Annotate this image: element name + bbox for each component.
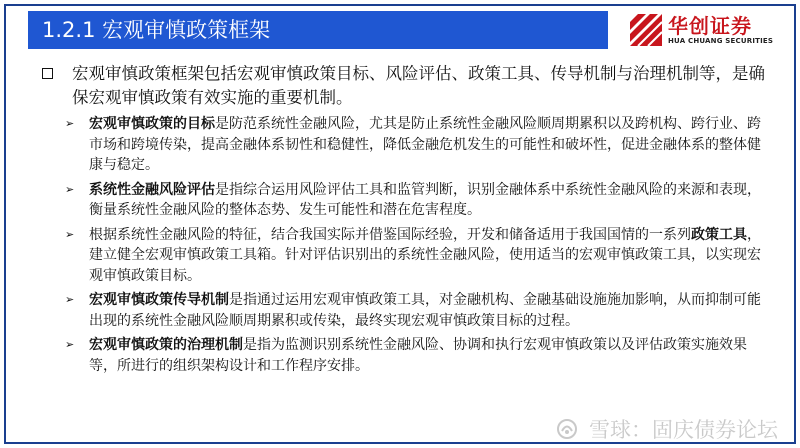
bullet-list xyxy=(40,114,770,376)
arrow-bullet-icon: ➢ xyxy=(65,293,75,306)
arrow-bullet-icon: ➢ xyxy=(65,338,75,351)
watermark xyxy=(556,414,778,444)
bullet-item-goal xyxy=(61,114,770,176)
bullet-text: 是指通过运用宏观审慎政策工具，对金融机构、金融基础设施施加影响，从而抑制可能出现的系统性金融风险顺周期累积或传染，最终实现宏观审慎政策目标的过程。 xyxy=(89,292,761,329)
slide-title xyxy=(28,11,608,49)
slide-title-text: 1.2.1 宏观审慎政策框架 xyxy=(42,18,271,42)
bullet-item-transmission xyxy=(61,290,770,331)
arrow-bullet-icon: ➢ xyxy=(65,117,75,130)
bullet-text: 是防范系统性金融风险，尤其是防止系统性金融风险顺周期累积以及跨机构、跨行业、跨市场和跨境传染，提高金融体系韧性和稳健性，降低金融危机发生的可能性和破坏性，促进金融体系的整体健康与稳定。 xyxy=(89,116,761,173)
bullet-item-governance xyxy=(61,335,770,376)
arrow-bullet-icon: ➢ xyxy=(65,182,75,196)
bullet-bold: 宏观审慎政策传导机制 xyxy=(89,292,229,308)
logo-name: 华创证券 xyxy=(668,14,752,38)
square-bullet-icon xyxy=(42,68,53,79)
slide-content xyxy=(40,62,770,380)
arrow-bullet-icon: ➢ xyxy=(65,227,75,241)
bullet-item-policy-tools xyxy=(61,225,770,287)
intro-paragraph xyxy=(40,62,770,110)
bullet-text: 是指为监测识别系统性金融风险、协调和执行宏观审慎政策以及评估政策实施效果等，所进行的组织架构设计和工作程序安排。 xyxy=(89,337,747,374)
watermark-text: 雪球：固庆债券论坛 xyxy=(589,418,778,442)
bullet-item-risk-assessment xyxy=(61,180,770,221)
intro-text: 宏观审慎政策框架包括宏观审慎政策目标、风险评估、政策工具、传导机制与治理机制等，是确保宏观审慎政策有效实施的重要机制。 xyxy=(72,64,765,107)
company-logo xyxy=(628,12,788,52)
bullet-text: 是指综合运用风险评估工具和监管判断，识别金融体系中系统性金融风险的来源和表现，衡量系统性金融风险的整体态势、发生可能性和潜在危害程度。 xyxy=(89,181,761,218)
bullet-bold: 宏观审慎政策的目标 xyxy=(89,116,215,132)
bullet-bold: 政策工具 xyxy=(691,226,747,243)
bullet-bold: 宏观审慎政策的治理机制 xyxy=(89,337,243,353)
logo-subtitle: HUA CHUANG SECURITIES xyxy=(668,37,774,45)
snowball-icon xyxy=(556,418,578,440)
bullet-text: ，建立健全宏观审慎政策工具箱。针对评估识别出的系统性金融风险，使用适当的宏观审慎政策工具，以实现宏观审慎政策目标。 xyxy=(89,226,761,284)
huachuang-logo-icon xyxy=(628,12,664,48)
bullet-text-pre: 根据系统性金融风险的特征，结合我国实际并借鉴国际经验，开发和储备适用于我国国情的一系列 xyxy=(89,226,691,243)
bullet-bold: 系统性金融风险评估 xyxy=(89,181,215,198)
